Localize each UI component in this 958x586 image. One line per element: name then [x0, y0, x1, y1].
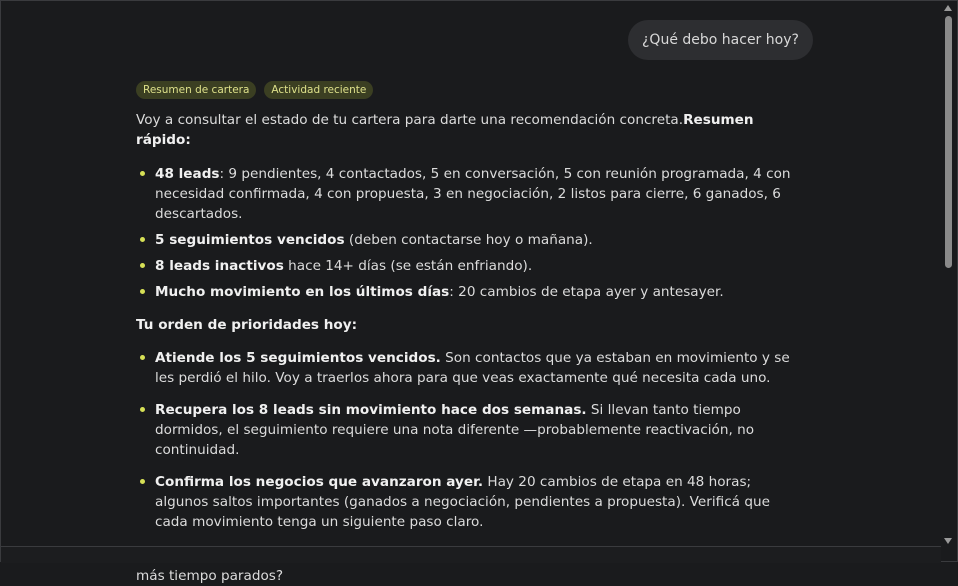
- chip-resumen-cartera[interactable]: Resumen de cartera: [136, 81, 256, 99]
- bullet-icon: [140, 263, 145, 268]
- triangle-up-icon[interactable]: [944, 5, 952, 11]
- priority-item-text: Son contactos que ya estaban en movimiento y se les perdió el hilo. Voy a traerlos ahora para que veas exactamente qué necesita cada uno.: [155, 350, 790, 386]
- priority-item-text: Si llevan tanto tiempo dormidos, el seguimiento requiere una nota diferente —probablemente reactivación, no continuidad.: [155, 402, 755, 458]
- chip-actividad-reciente[interactable]: Actividad reciente: [264, 81, 373, 99]
- triangle-down-icon[interactable]: [944, 538, 952, 544]
- priority-item-bold: Recupera los 8 leads sin movimiento hace dos semanas.: [155, 402, 587, 418]
- assistant-reply: [136, 110, 806, 586]
- priority-item-bold: Atiende los 5 seguimientos vencidos.: [155, 350, 441, 366]
- user-message-bubble: ¿Qué debo hacer hoy?: [628, 20, 813, 60]
- priorities-list: [136, 348, 806, 532]
- bullet-icon: [140, 407, 145, 412]
- list-item: [136, 282, 806, 302]
- summary-item-bold: 5 seguimientos vencidos: [155, 232, 345, 248]
- bullet-icon: [140, 237, 145, 242]
- closing-question: más tiempo parados?: [136, 568, 284, 584]
- summary-item-text: (deben contactarse hoy o mañana).: [344, 232, 593, 248]
- intro-text: Voy a consultar el estado de tu cartera para darte una recomendación concreta.: [136, 112, 684, 128]
- list-item: [136, 400, 806, 460]
- summary-item-bold: 48 leads: [155, 166, 220, 182]
- intro-paragraph: [136, 110, 806, 150]
- summary-item-text: : 20 cambios de etapa ayer y antesayer.: [449, 284, 724, 300]
- list-item: [136, 472, 806, 532]
- bullet-icon: [140, 171, 145, 176]
- summary-list: [136, 164, 806, 302]
- list-item: [136, 230, 806, 250]
- scrollbar-thumb[interactable]: [945, 16, 952, 268]
- summary-item-bold: 8 leads inactivos: [155, 258, 284, 274]
- priorities-heading-text: Tu orden de prioridades hoy:: [136, 317, 358, 333]
- chat-transcript: [1, 1, 941, 584]
- summary-item-text: : 9 pendientes, 4 contactados, 5 en conversación, 5 con reunión programada, 4 con necesidad confirmada, 4 con propuesta, 3 en negociación, 2 listos para cierre, 6 ganados, 6 descartados.: [155, 166, 791, 222]
- list-item: [136, 164, 806, 224]
- summary-item-bold: Mucho movimiento en los últimos días: [155, 284, 450, 300]
- bullet-icon: [140, 289, 145, 294]
- list-item: [136, 348, 806, 388]
- intro-bold: Resumen rápido:: [136, 112, 754, 148]
- list-item: [136, 256, 806, 276]
- input-bar-edge[interactable]: [1, 546, 941, 563]
- summary-item-text: hace 14+ días (se están enfriando).: [283, 258, 533, 274]
- priority-item-text: Hay 20 cambios de etapa en 48 horas; algunos saltos importantes (ganados a negociación, pendientes a propuesta). Verificá que cada movimiento tenga un siguiente paso claro.: [155, 474, 770, 530]
- priorities-heading: [136, 315, 806, 335]
- tool-chips: [136, 81, 373, 99]
- bullet-icon: [140, 355, 145, 360]
- vertical-scrollbar[interactable]: [941, 2, 956, 561]
- bullet-icon: [140, 479, 145, 484]
- priority-item-bold: Confirma los negocios que avanzaron ayer.: [155, 474, 484, 490]
